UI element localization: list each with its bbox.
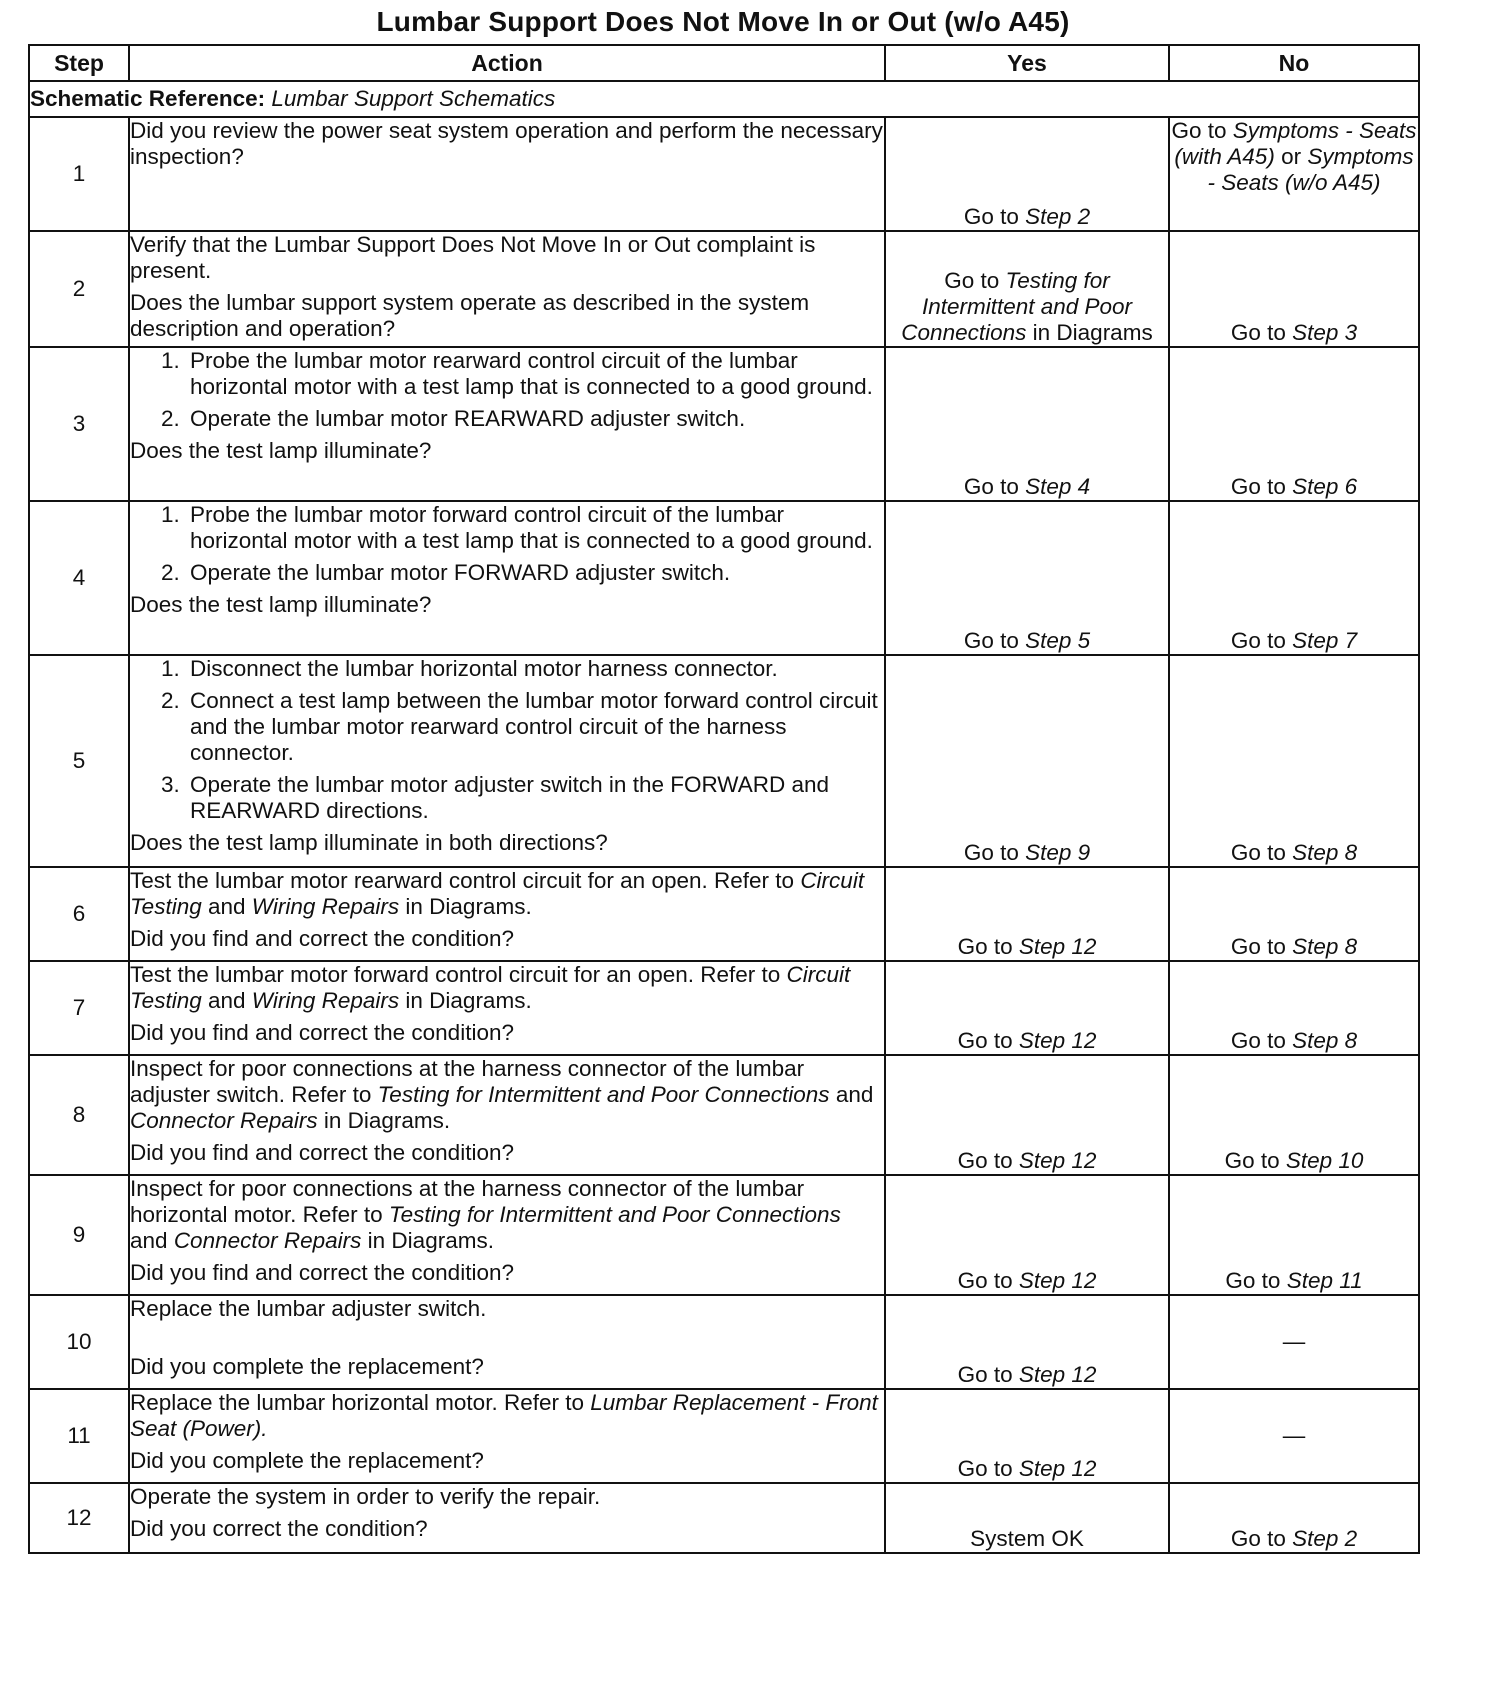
no-cell[interactable]: Go to Step 11 — [1169, 1175, 1419, 1295]
yes-cell[interactable]: Go to Step 12 — [885, 1295, 1169, 1389]
step-number: 11 — [29, 1389, 129, 1483]
no-cell[interactable]: Go to Step 8 — [1169, 961, 1419, 1055]
list-item: 1. Disconnect the lumbar horizontal motor harness connector. — [186, 656, 884, 682]
action-cell — [129, 1055, 885, 1175]
testing-intermittent-link[interactable]: Testing for Intermittent and Poor Connections — [388, 1202, 841, 1227]
table-row — [29, 1055, 1419, 1175]
action-text: Verify that the Lumbar Support Does Not Move In or Out complaint is present. — [130, 232, 816, 283]
step-link[interactable]: Step 10 — [1285, 1148, 1364, 1173]
step-number: 3 — [29, 347, 129, 501]
action-cell — [129, 1483, 885, 1553]
no-cell[interactable]: Go to Step 6 — [1169, 347, 1419, 501]
action-cell — [129, 867, 885, 961]
no-cell — [1169, 1389, 1419, 1483]
step-number: 2 — [29, 231, 129, 347]
testing-intermittent-link[interactable]: Testing for Intermittent and Poor Connections — [377, 1082, 830, 1107]
action-cell — [129, 655, 885, 867]
yes-cell[interactable]: Go to Step 12 — [885, 1055, 1169, 1175]
step-link[interactable]: Step 5 — [1025, 628, 1091, 653]
list-item: 3. Operate the lumbar motor adjuster switch in the FORWARD and REARWARD directions. — [186, 772, 884, 824]
step-number: 1 — [29, 117, 129, 231]
action-cell — [129, 1295, 885, 1389]
yes-cell[interactable]: Go to Step 12 — [885, 1175, 1169, 1295]
table-row — [29, 1175, 1419, 1295]
table-row — [29, 961, 1419, 1055]
action-text: Operate the system in order to verify the repair. — [130, 1484, 601, 1509]
no-cell[interactable]: Go to Step 8 — [1169, 655, 1419, 867]
table-row — [29, 1389, 1419, 1483]
step-link[interactable]: Step 2 — [1025, 204, 1091, 229]
action-question: Does the test lamp illuminate in both directions? — [130, 830, 608, 855]
action-question: Did you find and correct the condition? — [130, 1140, 514, 1165]
action-question: Did you complete the replacement? — [130, 1354, 484, 1379]
connector-repairs-link[interactable]: Connector Repairs — [130, 1108, 318, 1133]
yes-cell[interactable]: Go to Step 12 — [885, 867, 1169, 961]
list-item: 2. Operate the lumbar motor REARWARD adjuster switch. — [186, 406, 884, 432]
action-steps-list — [130, 656, 884, 824]
action-question: Did you review the power seat system operation and perform the necessary inspection? — [130, 118, 883, 169]
lumbar-replacement-link[interactable]: Lumbar Replacement - Front Seat (Power). — [130, 1390, 878, 1441]
action-cell — [129, 961, 885, 1055]
step-link[interactable]: Step 12 — [1018, 1268, 1097, 1293]
yes-cell[interactable]: Go to Step 4 — [885, 347, 1169, 501]
circuit-testing-link[interactable]: Circuit Testing — [130, 962, 851, 1013]
no-cell[interactable]: Go to Step 10 — [1169, 1055, 1419, 1175]
table-header-row — [29, 45, 1419, 81]
schematic-reference — [29, 81, 1419, 117]
action-text: Replace the lumbar horizontal motor. Refer to Lumbar Replacement - Front Seat (Power). — [130, 1390, 878, 1441]
action-cell — [129, 501, 885, 655]
table-row — [29, 501, 1419, 655]
schematic-reference-label: Schematic Reference: — [30, 86, 266, 111]
action-question: Does the lumbar support system operate as described in the system description and operation? — [130, 290, 810, 341]
table-row — [29, 117, 1419, 231]
circuit-testing-link[interactable]: Circuit Testing — [130, 868, 865, 919]
table-row — [29, 867, 1419, 961]
no-cell[interactable]: Go to Step 7 — [1169, 501, 1419, 655]
step-number: 6 — [29, 867, 129, 961]
step-link[interactable]: Step 2 — [1292, 1526, 1358, 1551]
action-cell — [129, 1389, 885, 1483]
yes-cell[interactable]: Go to Step 2 — [885, 117, 1169, 231]
action-question: Did you correct the condition? — [130, 1516, 428, 1541]
action-text: Inspect for poor connections at the harness connector of the lumbar horizontal motor. Refer to Testing for Intermittent and Poor Connections and Connector Repairs in Diagrams. — [130, 1176, 841, 1253]
yes-cell[interactable]: Go to Step 9 — [885, 655, 1169, 867]
list-item: 1. Probe the lumbar motor forward control circuit of the lumbar horizontal motor with a test lamp that is connected to a good ground. — [186, 502, 884, 554]
action-cell — [129, 117, 885, 231]
table-row — [29, 1483, 1419, 1553]
action-steps-list — [130, 348, 884, 432]
header-yes: Yes — [885, 45, 1169, 81]
yes-cell[interactable]: Go to Testing for Intermittent and Poor Connections in Diagrams — [885, 231, 1169, 347]
no-cell[interactable]: Go to Symptoms - Seats (with A45) or Symptoms - Seats (w/o A45) — [1169, 117, 1419, 231]
step-number: 7 — [29, 961, 129, 1055]
step-link[interactable]: Step 8 — [1292, 1028, 1358, 1053]
action-question: Did you find and correct the condition? — [130, 926, 514, 951]
action-steps-list — [130, 502, 884, 586]
step-number: 9 — [29, 1175, 129, 1295]
symptoms-with-a45-link[interactable]: Symptoms - Seats (with A45) — [1174, 118, 1417, 169]
list-item: 1. Probe the lumbar motor rearward control circuit of the lumbar horizontal motor with a test lamp that is connected to a good ground. — [186, 348, 884, 400]
list-item: 2. Connect a test lamp between the lumbar motor forward control circuit and the lumbar motor rearward control circuit of the harness connector. — [186, 688, 884, 766]
action-question: Did you complete the replacement? — [130, 1448, 484, 1473]
step-link[interactable]: Step 9 — [1025, 840, 1091, 865]
wiring-repairs-link[interactable]: Wiring Repairs — [251, 988, 400, 1013]
step-link[interactable]: Step 12 — [1018, 1362, 1097, 1387]
step-link[interactable]: Step 3 — [1292, 320, 1358, 345]
step-link[interactable]: Step 12 — [1018, 1148, 1097, 1173]
connector-repairs-link[interactable]: Connector Repairs — [173, 1228, 362, 1253]
action-cell — [129, 231, 885, 347]
action-cell — [129, 1175, 885, 1295]
yes-cell[interactable]: Go to Step 12 — [885, 1389, 1169, 1483]
step-link[interactable]: Step 7 — [1292, 628, 1358, 653]
table-row — [29, 231, 1419, 347]
dash: — — [1282, 1329, 1306, 1354]
step-number: 8 — [29, 1055, 129, 1175]
no-cell[interactable]: Go to Step 8 — [1169, 867, 1419, 961]
schematic-reference-link[interactable]: Lumbar Support Schematics — [271, 86, 556, 111]
action-text: Test the lumbar motor forward control circuit for an open. Refer to Circuit Testing and Wiring Repairs in Diagrams. — [130, 962, 851, 1013]
action-question: Did you find and correct the condition? — [130, 1020, 514, 1045]
step-number: 10 — [29, 1295, 129, 1389]
step-link[interactable]: Step 8 — [1292, 840, 1358, 865]
step-number: 12 — [29, 1483, 129, 1553]
action-text: Replace the lumbar adjuster switch. — [130, 1296, 487, 1321]
symptoms-without-a45-link[interactable]: Symptoms - Seats (w/o A45) — [1207, 144, 1414, 195]
yes-cell[interactable]: Go to Step 5 — [885, 501, 1169, 655]
list-item: 2. Operate the lumbar motor FORWARD adjuster switch. — [186, 560, 884, 586]
page-title: Lumbar Support Does Not Move In or Out (w/o A45) — [376, 6, 1070, 37]
dash: — — [1282, 1423, 1306, 1448]
action-text: Inspect for poor connections at the harness connector of the lumbar adjuster switch. Refer to Testing for Intermittent and Poor Connections and Connector Repairs in Diagrams. — [130, 1056, 874, 1133]
step-link[interactable]: Step 12 — [1018, 934, 1097, 959]
table-row — [29, 1295, 1419, 1389]
action-cell — [129, 347, 885, 501]
action-question: Did you find and correct the condition? — [130, 1260, 514, 1285]
yes-cell[interactable]: Go to Step 12 — [885, 961, 1169, 1055]
step-link[interactable]: Step 12 — [1018, 1028, 1097, 1053]
schematic-reference-row — [29, 81, 1419, 117]
action-question: Does the test lamp illuminate? — [130, 592, 432, 617]
table-row — [29, 347, 1419, 501]
no-cell[interactable]: Go to Step 2 — [1169, 1483, 1419, 1553]
step-link[interactable]: Step 8 — [1292, 934, 1358, 959]
header-action: Action — [129, 45, 885, 81]
step-link[interactable]: Step 6 — [1292, 474, 1358, 499]
no-cell — [1169, 1295, 1419, 1389]
wiring-repairs-link[interactable]: Wiring Repairs — [251, 894, 400, 919]
yes-cell — [885, 1483, 1169, 1553]
step-number: 4 — [29, 501, 129, 655]
no-cell[interactable]: Go to Step 3 — [1169, 231, 1419, 347]
action-question: Does the test lamp illuminate? — [130, 438, 432, 463]
diagnostic-table — [28, 44, 1420, 1554]
header-step: Step — [29, 45, 129, 81]
testing-intermittent-link[interactable]: Testing for Intermittent and Poor Connections — [901, 268, 1133, 345]
header-no: No — [1169, 45, 1419, 81]
step-link[interactable]: Step 11 — [1286, 1268, 1363, 1293]
system-ok-text: System OK — [970, 1526, 1084, 1551]
action-text: Test the lumbar motor rearward control circuit for an open. Refer to Circuit Testing and Wiring Repairs in Diagrams. — [130, 868, 865, 919]
step-link[interactable]: Step 4 — [1025, 474, 1091, 499]
step-link[interactable]: Step 12 — [1018, 1456, 1097, 1481]
table-row — [29, 655, 1419, 867]
step-number: 5 — [29, 655, 129, 867]
